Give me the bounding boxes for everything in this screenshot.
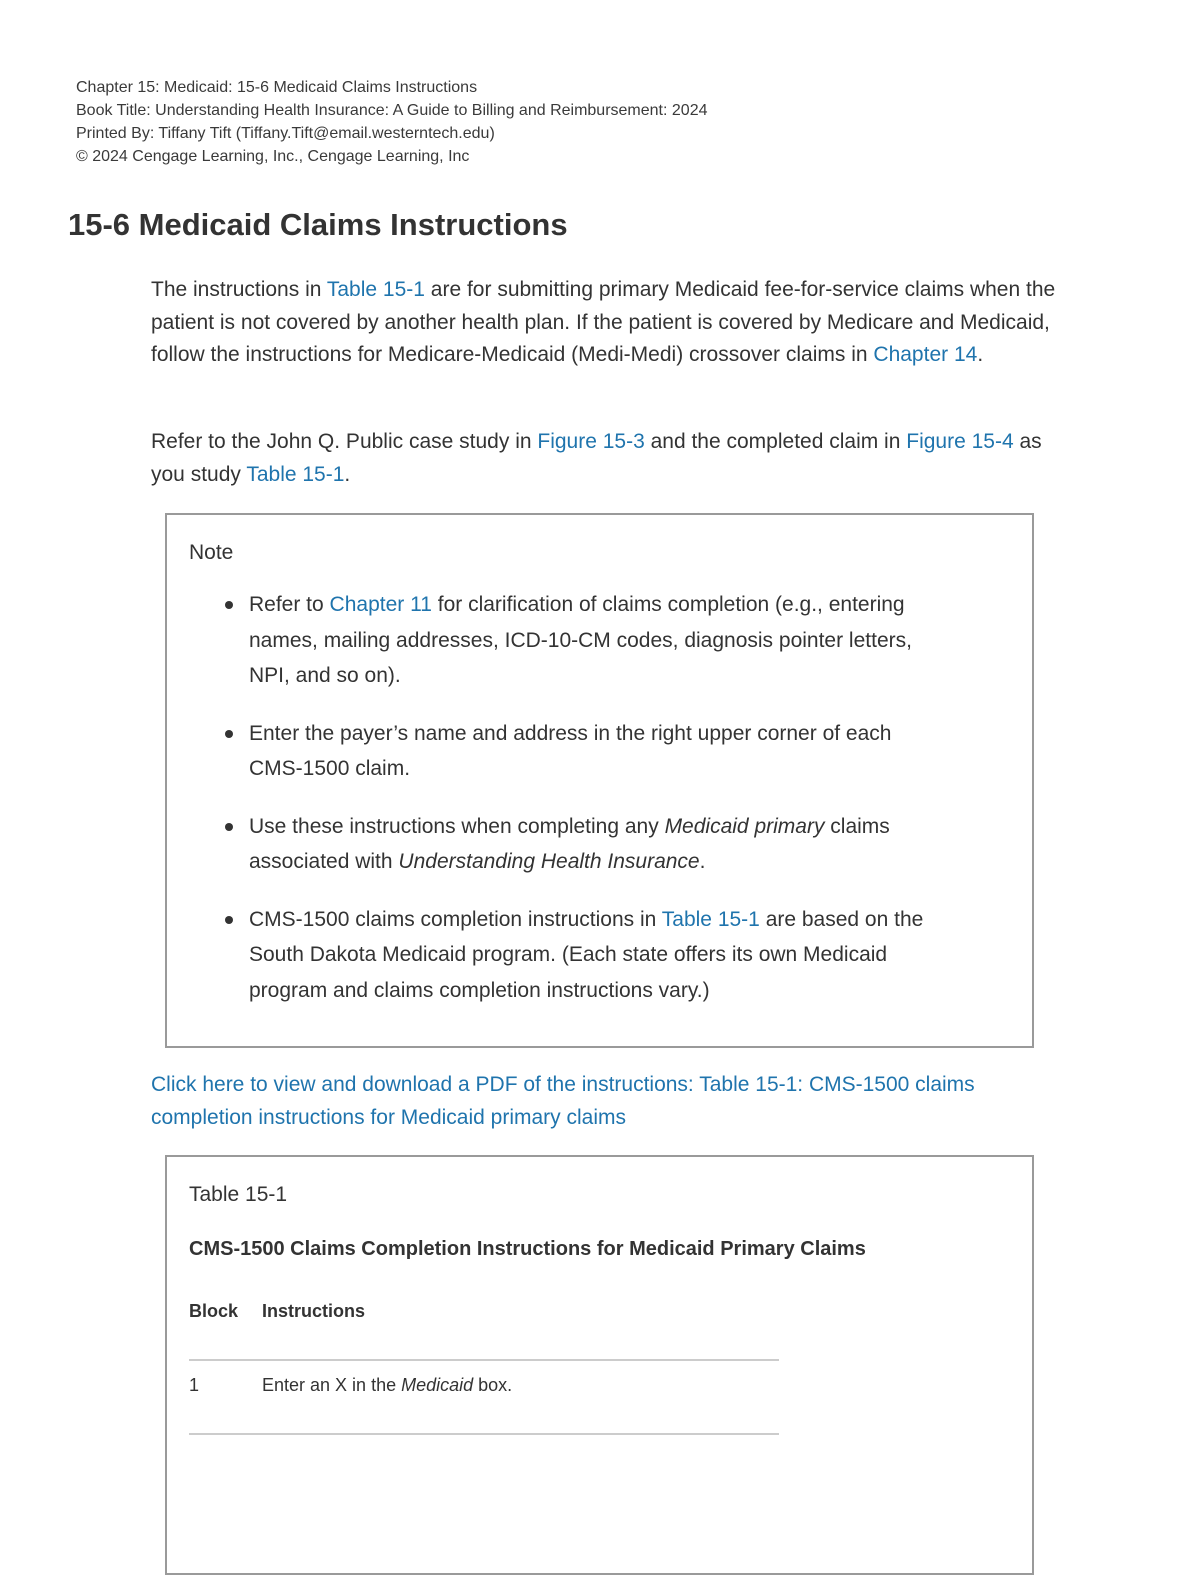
- intro-text-1: The instructions in: [151, 278, 327, 301]
- print-header-book-title: Book Title: Understanding Health Insurance: A Guide to Billing and Reimbursement: 2024: [76, 102, 708, 119]
- refer-text-2: and the completed claim in: [644, 430, 907, 453]
- print-header: [76, 76, 707, 168]
- note-item-text: Refer to: [249, 593, 330, 616]
- table-label: Table 15-1: [189, 1183, 288, 1206]
- table-cell-instructions: [262, 1375, 512, 1396]
- note-item: [167, 716, 939, 787]
- refer-text-4: .: [344, 462, 351, 486]
- table-15-1-link[interactable]: Table 15-1: [246, 462, 345, 486]
- table-cell-text: Enter an X in the: [262, 1375, 402, 1395]
- table-cell-text: box.: [473, 1375, 513, 1395]
- chapter-14-link[interactable]: Chapter 14: [873, 343, 978, 366]
- print-header-chapter: Chapter 15: Medicaid: 15-6 Medicaid Claims Instructions: [76, 79, 478, 96]
- print-header-printed-by: Printed By: Tiffany Tift (Tiffany.Tift@email.westerntech.edu): [76, 125, 495, 142]
- print-header-copyright: © 2024 Cengage Learning, Inc., Cengage Learning, Inc: [76, 148, 470, 165]
- intro-text-2: are for submitting primary Medicaid fee-for-service claims when the patient is not covered by another health plan. If the patient is covered by Medicare and Medicaid, follow the instructions for Medicare-Medicaid (Medi-Medi) crossover claims in: [151, 278, 1056, 366]
- note-item: [167, 809, 939, 880]
- note-item-emphasis: Medicaid primary: [664, 814, 825, 838]
- note-item-text: CMS-1500 claims completion instructions in: [249, 907, 662, 931]
- figure-15-3-link[interactable]: Figure 15-3: [537, 430, 645, 453]
- table-divider: [189, 1433, 779, 1435]
- section-title: 15-6 Medicaid Claims Instructions: [68, 207, 568, 242]
- note-item: [167, 587, 939, 694]
- intro-paragraph: [151, 274, 1061, 372]
- bullet-icon: [225, 730, 233, 738]
- pdf-download-link[interactable]: Click here to view and download a PDF of the instructions: Table 15-1: CMS-1500 claims completion instructions for Medicaid primary claims: [151, 1073, 975, 1129]
- chapter-11-link[interactable]: Chapter 11: [329, 593, 432, 616]
- note-item-text: claims associated with: [249, 814, 890, 873]
- note-item-text: Use these instructions when completing any: [249, 814, 665, 838]
- table-cell-emphasis: Medicaid: [401, 1375, 474, 1395]
- refer-text-1: Refer to the John Q. Public case study in: [151, 430, 538, 453]
- figure-15-4-link[interactable]: Figure 15-4: [906, 430, 1014, 453]
- bullet-icon: [225, 601, 233, 609]
- table-box: [165, 1155, 1034, 1575]
- bullet-icon: [225, 916, 233, 924]
- note-item-text: Enter the payer’s name and address in the right upper corner of each CMS-1500 claim.: [249, 721, 892, 780]
- table-cell-block: 1: [189, 1375, 200, 1395]
- note-item-emphasis: Understanding Health Insurance: [398, 850, 700, 873]
- note-item-text: are based on the South Dakota Medicaid program. (Each state offers its own Medicaid program and claims completion instructions vary.): [249, 907, 924, 1002]
- bullet-icon: [225, 823, 233, 831]
- column-header-instructions: Instructions: [262, 1301, 366, 1321]
- table-title: CMS-1500 Claims Completion Instructions for Medicaid Primary Claims: [189, 1238, 866, 1260]
- refer-paragraph: [151, 426, 1061, 491]
- note-item: [167, 902, 939, 1009]
- refer-text-3: as you study: [151, 430, 1042, 486]
- note-item-text: for clarification of claims completion (e.g., entering names, mailing addresses, ICD-10-CM codes, diagnosis pointer letters, NPI, and so on).: [249, 593, 912, 687]
- note-item-text: .: [699, 850, 706, 873]
- note-box: [165, 513, 1034, 1048]
- note-list: [167, 587, 939, 1030]
- note-label: Note: [189, 541, 234, 564]
- table-15-1-link[interactable]: Table 15-1: [326, 278, 425, 301]
- column-header-block: Block: [189, 1301, 239, 1321]
- intro-text-3: .: [977, 343, 984, 366]
- table-15-1-link[interactable]: Table 15-1: [661, 907, 760, 931]
- table-divider: [189, 1359, 779, 1361]
